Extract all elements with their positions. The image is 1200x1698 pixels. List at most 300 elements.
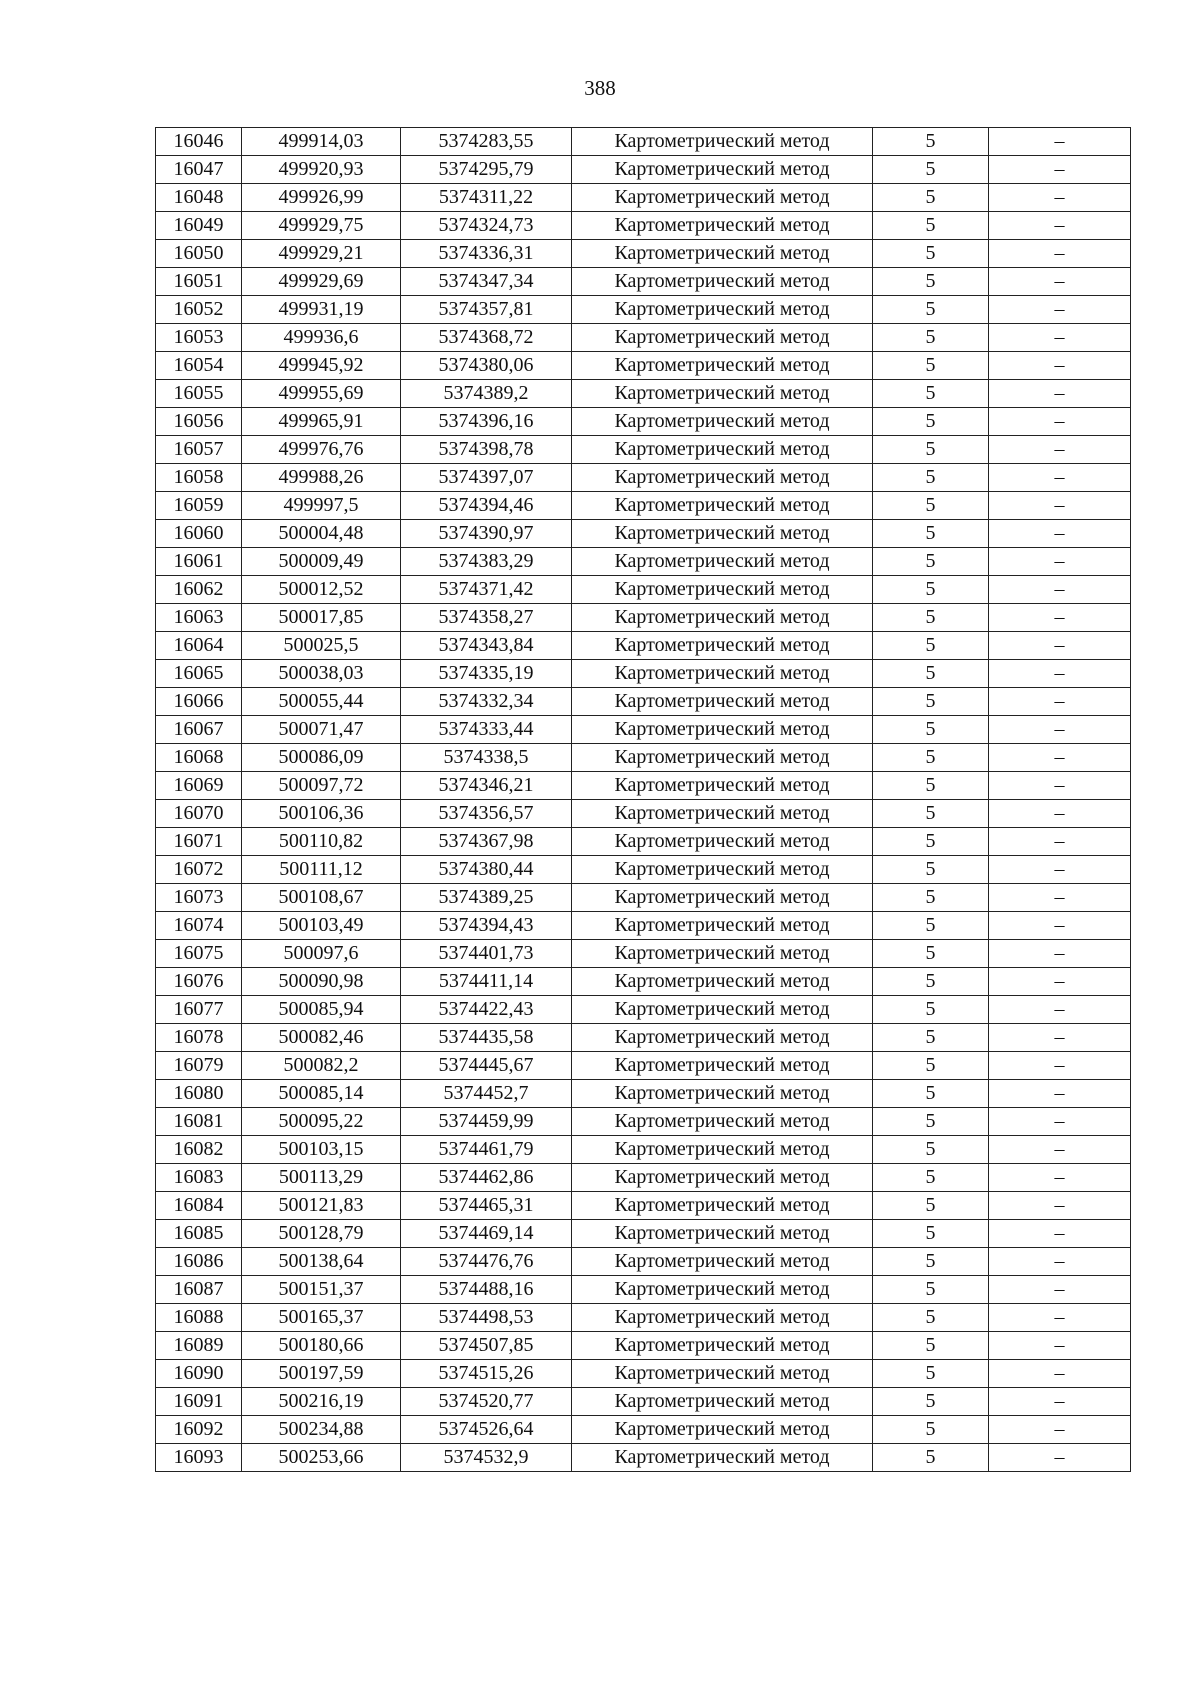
description-cell: – — [989, 1388, 1131, 1416]
method-cell: Картометрический метод — [572, 1360, 873, 1388]
accuracy-cell: 5 — [873, 1388, 989, 1416]
y-coordinate-cell: 5374367,98 — [401, 828, 572, 856]
y-coordinate-cell: 5374338,5 — [401, 744, 572, 772]
table-row — [156, 1192, 1131, 1220]
x-coordinate-cell: 500111,12 — [242, 856, 401, 884]
table-row — [156, 1024, 1131, 1052]
accuracy-cell: 5 — [873, 772, 989, 800]
table-row — [156, 212, 1131, 240]
table-row — [156, 688, 1131, 716]
accuracy-cell: 5 — [873, 352, 989, 380]
x-coordinate-cell: 500113,29 — [242, 1164, 401, 1192]
x-coordinate-cell: 499936,6 — [242, 324, 401, 352]
description-cell: – — [989, 492, 1131, 520]
method-cell: Картометрический метод — [572, 268, 873, 296]
point-number-cell: 16062 — [156, 576, 242, 604]
method-cell: Картометрический метод — [572, 1220, 873, 1248]
accuracy-cell: 5 — [873, 464, 989, 492]
accuracy-cell: 5 — [873, 1220, 989, 1248]
x-coordinate-cell: 500082,46 — [242, 1024, 401, 1052]
point-number-cell: 16056 — [156, 408, 242, 436]
y-coordinate-cell: 5374311,22 — [401, 184, 572, 212]
x-coordinate-cell: 500165,37 — [242, 1304, 401, 1332]
x-coordinate-cell: 500090,98 — [242, 968, 401, 996]
description-cell: – — [989, 912, 1131, 940]
method-cell: Картометрический метод — [572, 576, 873, 604]
accuracy-cell: 5 — [873, 268, 989, 296]
table-row — [156, 968, 1131, 996]
description-cell: – — [989, 520, 1131, 548]
table-row — [156, 1136, 1131, 1164]
description-cell: – — [989, 436, 1131, 464]
point-number-cell: 16074 — [156, 912, 242, 940]
table-row — [156, 128, 1131, 156]
accuracy-cell: 5 — [873, 1024, 989, 1052]
table-row — [156, 492, 1131, 520]
description-cell: – — [989, 856, 1131, 884]
accuracy-cell: 5 — [873, 1444, 989, 1472]
table-row — [156, 1080, 1131, 1108]
x-coordinate-cell: 500103,15 — [242, 1136, 401, 1164]
x-coordinate-cell: 499988,26 — [242, 464, 401, 492]
point-number-cell: 16091 — [156, 1388, 242, 1416]
accuracy-cell: 5 — [873, 1192, 989, 1220]
method-cell: Картометрический метод — [572, 212, 873, 240]
y-coordinate-cell: 5374507,85 — [401, 1332, 572, 1360]
x-coordinate-cell: 500095,22 — [242, 1108, 401, 1136]
method-cell: Картометрический метод — [572, 772, 873, 800]
y-coordinate-cell: 5374401,73 — [401, 940, 572, 968]
x-coordinate-cell: 500253,66 — [242, 1444, 401, 1472]
method-cell: Картометрический метод — [572, 380, 873, 408]
point-number-cell: 16071 — [156, 828, 242, 856]
table-row — [156, 912, 1131, 940]
y-coordinate-cell: 5374397,07 — [401, 464, 572, 492]
accuracy-cell: 5 — [873, 1360, 989, 1388]
accuracy-cell: 5 — [873, 1276, 989, 1304]
y-coordinate-cell: 5374380,06 — [401, 352, 572, 380]
x-coordinate-cell: 500082,2 — [242, 1052, 401, 1080]
accuracy-cell: 5 — [873, 660, 989, 688]
accuracy-cell: 5 — [873, 1136, 989, 1164]
description-cell: – — [989, 632, 1131, 660]
method-cell: Картометрический метод — [572, 1388, 873, 1416]
table-row — [156, 408, 1131, 436]
description-cell: – — [989, 1248, 1131, 1276]
method-cell: Картометрический метод — [572, 856, 873, 884]
point-number-cell: 16079 — [156, 1052, 242, 1080]
point-number-cell: 16052 — [156, 296, 242, 324]
table-row — [156, 1248, 1131, 1276]
method-cell: Картометрический метод — [572, 520, 873, 548]
y-coordinate-cell: 5374398,78 — [401, 436, 572, 464]
description-cell: – — [989, 744, 1131, 772]
accuracy-cell: 5 — [873, 156, 989, 184]
method-cell: Картометрический метод — [572, 828, 873, 856]
y-coordinate-cell: 5374358,27 — [401, 604, 572, 632]
y-coordinate-cell: 5374357,81 — [401, 296, 572, 324]
accuracy-cell: 5 — [873, 576, 989, 604]
method-cell: Картометрический метод — [572, 716, 873, 744]
x-coordinate-cell: 500180,66 — [242, 1332, 401, 1360]
description-cell: – — [989, 1360, 1131, 1388]
point-number-cell: 16054 — [156, 352, 242, 380]
table-row — [156, 184, 1131, 212]
method-cell: Картометрический метод — [572, 408, 873, 436]
x-coordinate-cell: 499976,76 — [242, 436, 401, 464]
table-row — [156, 1332, 1131, 1360]
method-cell: Картометрический метод — [572, 184, 873, 212]
accuracy-cell: 5 — [873, 184, 989, 212]
accuracy-cell: 5 — [873, 212, 989, 240]
description-cell: – — [989, 1164, 1131, 1192]
description-cell: – — [989, 1304, 1131, 1332]
accuracy-cell: 5 — [873, 1304, 989, 1332]
description-cell: – — [989, 128, 1131, 156]
x-coordinate-cell: 500151,37 — [242, 1276, 401, 1304]
accuracy-cell: 5 — [873, 408, 989, 436]
description-cell: – — [989, 1332, 1131, 1360]
point-number-cell: 16069 — [156, 772, 242, 800]
x-coordinate-cell: 500085,14 — [242, 1080, 401, 1108]
accuracy-cell: 5 — [873, 884, 989, 912]
method-cell: Картометрический метод — [572, 1444, 873, 1472]
y-coordinate-cell: 5374343,84 — [401, 632, 572, 660]
point-number-cell: 16049 — [156, 212, 242, 240]
description-cell: – — [989, 240, 1131, 268]
x-coordinate-cell: 500121,83 — [242, 1192, 401, 1220]
method-cell: Картометрический метод — [572, 464, 873, 492]
point-number-cell: 16093 — [156, 1444, 242, 1472]
table-row — [156, 1164, 1131, 1192]
description-cell: – — [989, 1276, 1131, 1304]
x-coordinate-cell: 499926,99 — [242, 184, 401, 212]
table-row — [156, 1220, 1131, 1248]
table-row — [156, 296, 1131, 324]
description-cell: – — [989, 716, 1131, 744]
method-cell: Картометрический метод — [572, 1024, 873, 1052]
point-number-cell: 16085 — [156, 1220, 242, 1248]
method-cell: Картометрический метод — [572, 240, 873, 268]
accuracy-cell: 5 — [873, 324, 989, 352]
point-number-cell: 16072 — [156, 856, 242, 884]
point-number-cell: 16084 — [156, 1192, 242, 1220]
y-coordinate-cell: 5374396,16 — [401, 408, 572, 436]
accuracy-cell: 5 — [873, 436, 989, 464]
y-coordinate-cell: 5374346,21 — [401, 772, 572, 800]
point-number-cell: 16053 — [156, 324, 242, 352]
method-cell: Картометрический метод — [572, 156, 873, 184]
table-row — [156, 1444, 1131, 1472]
description-cell: – — [989, 296, 1131, 324]
point-number-cell: 16073 — [156, 884, 242, 912]
table-row — [156, 548, 1131, 576]
y-coordinate-cell: 5374356,57 — [401, 800, 572, 828]
method-cell: Картометрический метод — [572, 352, 873, 380]
x-coordinate-cell: 500216,19 — [242, 1388, 401, 1416]
accuracy-cell: 5 — [873, 940, 989, 968]
y-coordinate-cell: 5374324,73 — [401, 212, 572, 240]
x-coordinate-cell: 500071,47 — [242, 716, 401, 744]
y-coordinate-cell: 5374371,42 — [401, 576, 572, 604]
x-coordinate-cell: 499955,69 — [242, 380, 401, 408]
table-row — [156, 632, 1131, 660]
accuracy-cell: 5 — [873, 1108, 989, 1136]
point-number-cell: 16061 — [156, 548, 242, 576]
description-cell: – — [989, 1080, 1131, 1108]
point-number-cell: 16087 — [156, 1276, 242, 1304]
y-coordinate-cell: 5374394,43 — [401, 912, 572, 940]
table-row — [156, 828, 1131, 856]
accuracy-cell: 5 — [873, 828, 989, 856]
y-coordinate-cell: 5374332,34 — [401, 688, 572, 716]
accuracy-cell: 5 — [873, 1332, 989, 1360]
method-cell: Картометрический метод — [572, 1192, 873, 1220]
method-cell: Картометрический метод — [572, 1248, 873, 1276]
accuracy-cell: 5 — [873, 996, 989, 1024]
table-body — [156, 128, 1131, 1472]
accuracy-cell: 5 — [873, 632, 989, 660]
description-cell: – — [989, 660, 1131, 688]
description-cell: – — [989, 1192, 1131, 1220]
y-coordinate-cell: 5374465,31 — [401, 1192, 572, 1220]
point-number-cell: 16092 — [156, 1416, 242, 1444]
y-coordinate-cell: 5374383,29 — [401, 548, 572, 576]
method-cell: Картометрический метод — [572, 1304, 873, 1332]
table-row — [156, 716, 1131, 744]
point-number-cell: 16065 — [156, 660, 242, 688]
x-coordinate-cell: 500128,79 — [242, 1220, 401, 1248]
description-cell: – — [989, 1052, 1131, 1080]
accuracy-cell: 5 — [873, 380, 989, 408]
accuracy-cell: 5 — [873, 688, 989, 716]
description-cell: – — [989, 184, 1131, 212]
description-cell: – — [989, 996, 1131, 1024]
y-coordinate-cell: 5374462,86 — [401, 1164, 572, 1192]
method-cell: Картометрический метод — [572, 1164, 873, 1192]
description-cell: – — [989, 212, 1131, 240]
table-row — [156, 996, 1131, 1024]
y-coordinate-cell: 5374526,64 — [401, 1416, 572, 1444]
y-coordinate-cell: 5374411,14 — [401, 968, 572, 996]
method-cell: Картометрический метод — [572, 604, 873, 632]
table-row — [156, 380, 1131, 408]
point-number-cell: 16067 — [156, 716, 242, 744]
y-coordinate-cell: 5374283,55 — [401, 128, 572, 156]
point-number-cell: 16080 — [156, 1080, 242, 1108]
point-number-cell: 16081 — [156, 1108, 242, 1136]
method-cell: Картометрический метод — [572, 324, 873, 352]
coordinates-table — [155, 127, 1131, 1472]
y-coordinate-cell: 5374452,7 — [401, 1080, 572, 1108]
point-number-cell: 16051 — [156, 268, 242, 296]
y-coordinate-cell: 5374368,72 — [401, 324, 572, 352]
x-coordinate-cell: 500197,59 — [242, 1360, 401, 1388]
table-row — [156, 1052, 1131, 1080]
point-number-cell: 16088 — [156, 1304, 242, 1332]
y-coordinate-cell: 5374498,53 — [401, 1304, 572, 1332]
method-cell: Картометрический метод — [572, 1136, 873, 1164]
table-row — [156, 884, 1131, 912]
y-coordinate-cell: 5374347,34 — [401, 268, 572, 296]
point-number-cell: 16060 — [156, 520, 242, 548]
accuracy-cell: 5 — [873, 968, 989, 996]
table-row — [156, 436, 1131, 464]
accuracy-cell: 5 — [873, 492, 989, 520]
point-number-cell: 16078 — [156, 1024, 242, 1052]
description-cell: – — [989, 380, 1131, 408]
description-cell: – — [989, 576, 1131, 604]
description-cell: – — [989, 1136, 1131, 1164]
method-cell: Картометрический метод — [572, 968, 873, 996]
x-coordinate-cell: 500138,64 — [242, 1248, 401, 1276]
table-row — [156, 604, 1131, 632]
x-coordinate-cell: 499920,93 — [242, 156, 401, 184]
description-cell: – — [989, 968, 1131, 996]
y-coordinate-cell: 5374390,97 — [401, 520, 572, 548]
method-cell: Картометрический метод — [572, 1332, 873, 1360]
accuracy-cell: 5 — [873, 128, 989, 156]
method-cell: Картометрический метод — [572, 996, 873, 1024]
y-coordinate-cell: 5374488,16 — [401, 1276, 572, 1304]
table-row — [156, 1360, 1131, 1388]
table-row — [156, 772, 1131, 800]
description-cell: – — [989, 940, 1131, 968]
x-coordinate-cell: 500106,36 — [242, 800, 401, 828]
y-coordinate-cell: 5374295,79 — [401, 156, 572, 184]
accuracy-cell: 5 — [873, 604, 989, 632]
accuracy-cell: 5 — [873, 912, 989, 940]
accuracy-cell: 5 — [873, 716, 989, 744]
description-cell: – — [989, 1024, 1131, 1052]
point-number-cell: 16077 — [156, 996, 242, 1024]
table-row — [156, 464, 1131, 492]
y-coordinate-cell: 5374394,46 — [401, 492, 572, 520]
description-cell: – — [989, 464, 1131, 492]
point-number-cell: 16047 — [156, 156, 242, 184]
method-cell: Картометрический метод — [572, 492, 873, 520]
y-coordinate-cell: 5374335,19 — [401, 660, 572, 688]
x-coordinate-cell: 500012,52 — [242, 576, 401, 604]
accuracy-cell: 5 — [873, 800, 989, 828]
table-row — [156, 352, 1131, 380]
method-cell: Картометрический метод — [572, 884, 873, 912]
table-row — [156, 324, 1131, 352]
x-coordinate-cell: 500097,6 — [242, 940, 401, 968]
method-cell: Картометрический метод — [572, 912, 873, 940]
point-number-cell: 16075 — [156, 940, 242, 968]
table-row — [156, 240, 1131, 268]
x-coordinate-cell: 499945,92 — [242, 352, 401, 380]
description-cell: – — [989, 156, 1131, 184]
x-coordinate-cell: 500004,48 — [242, 520, 401, 548]
x-coordinate-cell: 499997,5 — [242, 492, 401, 520]
table-row — [156, 660, 1131, 688]
method-cell: Картометрический метод — [572, 1108, 873, 1136]
description-cell: – — [989, 688, 1131, 716]
table-row — [156, 744, 1131, 772]
x-coordinate-cell: 499965,91 — [242, 408, 401, 436]
accuracy-cell: 5 — [873, 1416, 989, 1444]
y-coordinate-cell: 5374515,26 — [401, 1360, 572, 1388]
accuracy-cell: 5 — [873, 1080, 989, 1108]
x-coordinate-cell: 500110,82 — [242, 828, 401, 856]
table-row — [156, 1388, 1131, 1416]
description-cell: – — [989, 1444, 1131, 1472]
x-coordinate-cell: 499929,69 — [242, 268, 401, 296]
method-cell: Картометрический метод — [572, 1416, 873, 1444]
y-coordinate-cell: 5374461,79 — [401, 1136, 572, 1164]
point-number-cell: 16046 — [156, 128, 242, 156]
description-cell: – — [989, 324, 1131, 352]
method-cell: Картометрический метод — [572, 296, 873, 324]
table-row — [156, 156, 1131, 184]
accuracy-cell: 5 — [873, 744, 989, 772]
table-row — [156, 940, 1131, 968]
y-coordinate-cell: 5374520,77 — [401, 1388, 572, 1416]
point-number-cell: 16083 — [156, 1164, 242, 1192]
accuracy-cell: 5 — [873, 1052, 989, 1080]
y-coordinate-cell: 5374422,43 — [401, 996, 572, 1024]
table-row — [156, 1108, 1131, 1136]
x-coordinate-cell: 500025,5 — [242, 632, 401, 660]
x-coordinate-cell: 500009,49 — [242, 548, 401, 576]
x-coordinate-cell: 500103,49 — [242, 912, 401, 940]
page-number: 388 — [584, 76, 616, 100]
method-cell: Картометрический метод — [572, 1052, 873, 1080]
y-coordinate-cell: 5374389,25 — [401, 884, 572, 912]
description-cell: – — [989, 1108, 1131, 1136]
table-row — [156, 520, 1131, 548]
x-coordinate-cell: 500017,85 — [242, 604, 401, 632]
description-cell: – — [989, 1416, 1131, 1444]
point-number-cell: 16057 — [156, 436, 242, 464]
y-coordinate-cell: 5374389,2 — [401, 380, 572, 408]
point-number-cell: 16082 — [156, 1136, 242, 1164]
x-coordinate-cell: 499914,03 — [242, 128, 401, 156]
accuracy-cell: 5 — [873, 856, 989, 884]
method-cell: Картометрический метод — [572, 1276, 873, 1304]
y-coordinate-cell: 5374435,58 — [401, 1024, 572, 1052]
y-coordinate-cell: 5374469,14 — [401, 1220, 572, 1248]
table-row — [156, 1416, 1131, 1444]
y-coordinate-cell: 5374476,76 — [401, 1248, 572, 1276]
method-cell: Картометрический метод — [572, 128, 873, 156]
description-cell: – — [989, 884, 1131, 912]
x-coordinate-cell: 500108,67 — [242, 884, 401, 912]
x-coordinate-cell: 500086,09 — [242, 744, 401, 772]
x-coordinate-cell: 499931,19 — [242, 296, 401, 324]
point-number-cell: 16070 — [156, 800, 242, 828]
accuracy-cell: 5 — [873, 1164, 989, 1192]
point-number-cell: 16059 — [156, 492, 242, 520]
table-row — [156, 1276, 1131, 1304]
point-number-cell: 16090 — [156, 1360, 242, 1388]
y-coordinate-cell: 5374532,9 — [401, 1444, 572, 1472]
point-number-cell: 16055 — [156, 380, 242, 408]
table-row — [156, 856, 1131, 884]
x-coordinate-cell: 500055,44 — [242, 688, 401, 716]
table-row — [156, 800, 1131, 828]
x-coordinate-cell: 500085,94 — [242, 996, 401, 1024]
y-coordinate-cell: 5374336,31 — [401, 240, 572, 268]
method-cell: Картометрический метод — [572, 940, 873, 968]
method-cell: Картометрический метод — [572, 1080, 873, 1108]
accuracy-cell: 5 — [873, 548, 989, 576]
method-cell: Картометрический метод — [572, 660, 873, 688]
method-cell: Картометрический метод — [572, 744, 873, 772]
point-number-cell: 16086 — [156, 1248, 242, 1276]
